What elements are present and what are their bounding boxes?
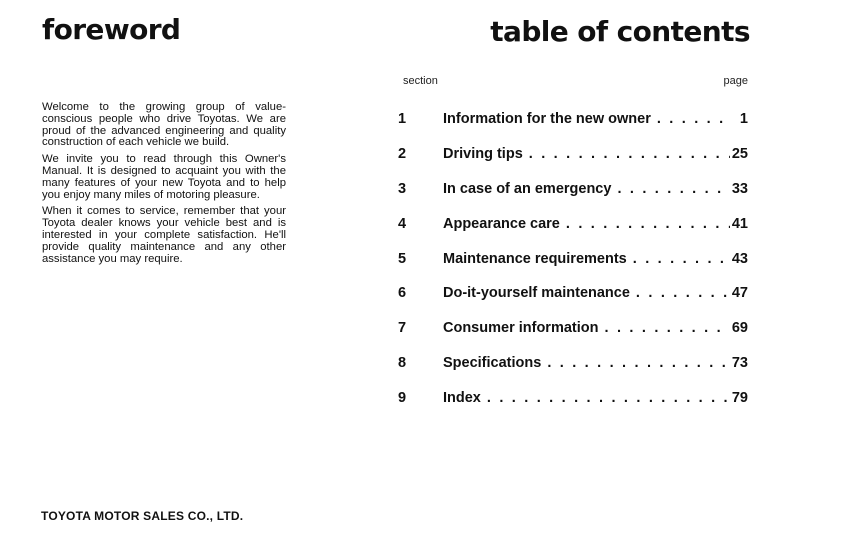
toc-entry-page: 25 (731, 146, 748, 163)
toc-entry-page: 47 (731, 285, 748, 302)
toc-dot-leader (541, 355, 730, 371)
toc-section-header: section (403, 75, 438, 87)
toc-dot-leader (627, 251, 730, 267)
foreword-heading: foreword (42, 13, 181, 46)
toc-dot-leader (651, 111, 730, 127)
toc-entry-page: 33 (731, 180, 748, 197)
toc-entry-title: Driving tips (443, 146, 523, 163)
foreword-paragraph: When it comes to service, remember that your Toyota dealer knows your vehicle best and is interested in your complete satisfaction. He'll provide quality maintenance and any other assistance you may require. (42, 205, 286, 265)
toc-entry[interactable] (398, 380, 748, 415)
toc-dot-leader (523, 146, 730, 162)
toc-entry-number: 5 (398, 250, 407, 267)
toc-entry-page: 73 (731, 354, 748, 371)
toc-entry-title: Information for the new owner (443, 111, 651, 128)
toc-entry-number: 4 (398, 215, 407, 232)
right-page-table-of-contents (398, 0, 846, 551)
toc-entry-page: 41 (731, 215, 748, 232)
toc-entry-page: 69 (731, 320, 748, 337)
toc-entry-title: Consumer information (443, 320, 599, 337)
toc-entry[interactable] (398, 102, 748, 137)
toc-entry-number: 9 (398, 389, 407, 406)
company-name: TOYOTA MOTOR SALES CO., LTD. (41, 509, 244, 523)
toc-entry-title: In case of an emergency (443, 180, 612, 197)
toc-entry[interactable] (398, 276, 748, 311)
toc-entry[interactable] (398, 311, 748, 346)
toc-entry[interactable] (398, 206, 748, 241)
toc-entry-page: 43 (731, 250, 748, 267)
toc-entry-number: 8 (398, 354, 407, 371)
toc-dot-leader (560, 216, 730, 232)
toc-entry-number: 1 (398, 111, 407, 128)
toc-entry-title: Index (443, 389, 481, 406)
toc-entry[interactable] (398, 241, 748, 276)
toc-dot-leader (598, 320, 730, 336)
foreword-paragraph: Welcome to the growing group of value-conscious people who drive Toyotas. We are proud of the advanced engineering and quality construction of each vehicle we build. (42, 101, 286, 149)
foreword-body (42, 102, 286, 270)
toc-entry[interactable] (398, 137, 748, 172)
toc-entry-number: 3 (398, 180, 407, 197)
toc-page-header: page (723, 75, 748, 87)
toc-entry[interactable] (398, 172, 748, 207)
toc-dot-leader (611, 181, 730, 197)
toc-entry-number: 6 (398, 285, 407, 302)
toc-entry-title: Appearance care (443, 215, 560, 232)
toc-entry-title: Do-it-yourself maintenance (443, 285, 630, 302)
toc-entry[interactable] (398, 346, 748, 381)
foreword-paragraph: We invite you to read through this Owner's Manual. It is designed to acquaint you with the many features of your new Toyota and to help you enjoy many miles of motoring pleasure. (42, 153, 286, 201)
toc-heading: table of contents (490, 15, 750, 48)
toc-entry-number: 2 (398, 146, 407, 163)
toc-dot-leader (481, 390, 730, 406)
toc-entry-page: 1 (739, 111, 748, 128)
toc-list (398, 102, 748, 415)
toc-dot-leader (630, 285, 730, 301)
toc-entry-page: 79 (731, 389, 748, 406)
toc-entry-title: Specifications (443, 354, 542, 371)
toc-entry-title: Maintenance requirements (443, 250, 627, 267)
toc-entry-number: 7 (398, 320, 407, 337)
